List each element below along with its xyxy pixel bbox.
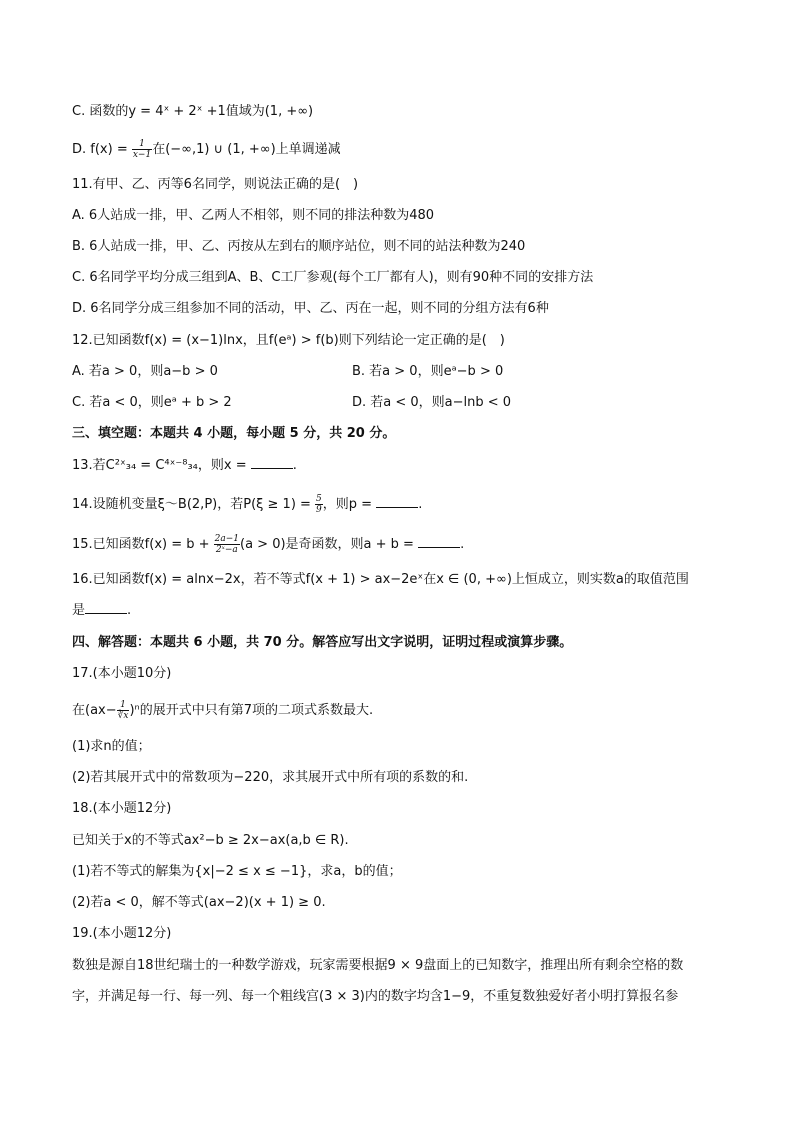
fraction	[315, 494, 323, 515]
option-text: A. 若a > 0，则a−b > 0	[72, 364, 218, 379]
option-text: B. 6人站成一排，甲、乙、丙按从左到右的顺序站位，则不同的站法种数为240	[72, 239, 526, 254]
question-text: 字，并满足每一行、每一列、每一个粗线宫(3 × 3)内的数字均含1−9，不重复数独爱好者小明打算报名参	[72, 989, 679, 1004]
question-text: .	[127, 603, 132, 618]
option-10c	[72, 102, 313, 122]
question-text: (1)求n的值；	[72, 739, 151, 754]
question-text: (a > 0)是奇函数，则a + b =	[240, 537, 419, 552]
fraction-numerator: 2a−1	[214, 534, 240, 544]
fraction-denominator: 9	[316, 505, 322, 515]
option-12a	[72, 362, 218, 382]
question-19-paragraph-line2	[72, 987, 678, 1007]
question-17	[72, 664, 171, 684]
question-text: (2)若a < 0，解不等式(ax−2)(x + 1) ≥ 0.	[72, 895, 326, 910]
question-number: 19.(本小题12分)	[72, 926, 172, 941]
answer-blank	[418, 535, 460, 548]
answer-blank	[376, 495, 418, 508]
question-19	[72, 924, 171, 944]
question-11	[72, 175, 358, 195]
question-text: 16.已知函数f(x) = alnx−2x，若不等式f(x + 1) > ax−2eˣ在x ∈ (0, +∞)上恒成立，则实数a的取值范围	[72, 572, 689, 587]
option-text: C. 函数的y = 4ˣ + 2ˣ +1值域为(1, +∞)	[72, 104, 314, 119]
fraction	[117, 700, 130, 721]
option-text: B. 若a > 0，则eᵃ−b > 0	[352, 364, 504, 379]
option-12d	[352, 393, 511, 413]
question-18-part2	[72, 893, 326, 913]
option-text: A. 6人站成一排，甲、乙两人不相邻，则不同的排法种数为480	[72, 208, 435, 223]
question-text: 数独是源自18世纪瑞士的一种数学游戏，玩家需要根据9 × 9盘面上的已知数字，推理出所有剩余空格的数	[72, 958, 684, 973]
question-13	[72, 456, 297, 476]
option-11b	[72, 237, 525, 257]
question-text: 12.已知函数f(x) = (x−1)lnx，且f(eᵃ) > f(b)则下列结论一定正确的是( )	[72, 333, 505, 348]
question-text: (2)若其展开式中的常数项为−220，求其展开式中所有项的系数的和.	[72, 770, 469, 785]
fraction-numerator: 1	[117, 700, 130, 711]
question-text: .	[292, 458, 297, 473]
question-17-part2	[72, 768, 468, 788]
question-18-statement	[72, 831, 349, 851]
option-11a	[72, 206, 434, 226]
fraction-denominator: x−1	[132, 150, 152, 160]
question-text: .	[460, 537, 465, 552]
question-19-paragraph-line1	[72, 956, 683, 976]
option-text: D. 若a < 0，则a−lnb < 0	[352, 395, 512, 410]
option-text: 在(−∞,1) ∪ (1, +∞)上单调递减	[152, 142, 341, 157]
question-text: )ⁿ的展开式中只有第7项的二项式系数最大.	[129, 703, 374, 718]
answer-blank	[85, 601, 127, 614]
question-text: 已知关于x的不等式ax²−b ≥ 2x−ax(a,b ∈ R).	[72, 833, 349, 848]
option-text: C. 6名同学平均分成三组到A、B、C工厂参观(每个工厂都有人)，则有90种不同的安排方法	[72, 270, 594, 285]
question-number: 18.(本小题12分)	[72, 801, 172, 816]
fraction-denominator: 2ˣ−a	[215, 545, 238, 555]
question-text: ，则p =	[322, 497, 377, 512]
option-12c	[72, 393, 232, 413]
question-15	[72, 534, 464, 555]
option-text: D. 6名同学分成三组参加不同的活动，甲、乙、丙在一起，则不同的分组方法有6种	[72, 301, 549, 316]
fraction-denominator: ∛x	[117, 711, 129, 721]
answer-blank	[251, 456, 293, 469]
fraction	[214, 534, 240, 555]
option-text: C. 若a < 0，则eᵃ + b > 2	[72, 395, 232, 410]
question-16-continued	[72, 601, 131, 621]
fraction-numerator: 1	[132, 139, 152, 150]
option-10d	[72, 139, 341, 160]
question-text: 在(ax−	[72, 703, 117, 718]
question-17-part1	[72, 737, 151, 757]
question-text: 14.设随机变量ξ～B(2,P)，若P(ξ ≥ 1) =	[72, 497, 316, 512]
fraction-numerator: 5	[316, 494, 322, 504]
option-11c	[72, 268, 593, 288]
question-text: 是	[72, 603, 86, 618]
question-14	[72, 494, 422, 515]
section-heading-fill-in	[72, 424, 395, 444]
section-heading-solutions	[72, 633, 572, 653]
option-12b	[352, 362, 503, 382]
question-16	[72, 570, 689, 590]
question-text: 13.若C²ˣ₃₄ = C⁴ˣ⁻⁸₃₄，则x =	[72, 458, 251, 473]
question-text: 15.已知函数f(x) = b +	[72, 537, 214, 552]
question-12	[72, 331, 505, 351]
question-18-part1	[72, 862, 402, 882]
question-text: (1)若不等式的解集为{x|−2 ≤ x ≤ −1}，求a，b的值；	[72, 864, 402, 879]
option-11d	[72, 299, 549, 319]
section-title: 三、填空题：本题共 4 小题，每小题 5 分，共 20 分。	[72, 426, 396, 441]
question-text: .	[418, 497, 423, 512]
question-18	[72, 799, 171, 819]
question-text: 11.有甲、乙、丙等6名同学，则说法正确的是( )	[72, 177, 359, 192]
question-17-statement	[72, 700, 373, 721]
option-text: D. f(x) =	[72, 142, 132, 157]
question-number: 17.(本小题10分)	[72, 666, 172, 681]
fraction	[132, 139, 152, 160]
section-title: 四、解答题：本题共 6 小题，共 70 分。解答应写出文字说明，证明过程或演算步骤。	[72, 635, 573, 650]
